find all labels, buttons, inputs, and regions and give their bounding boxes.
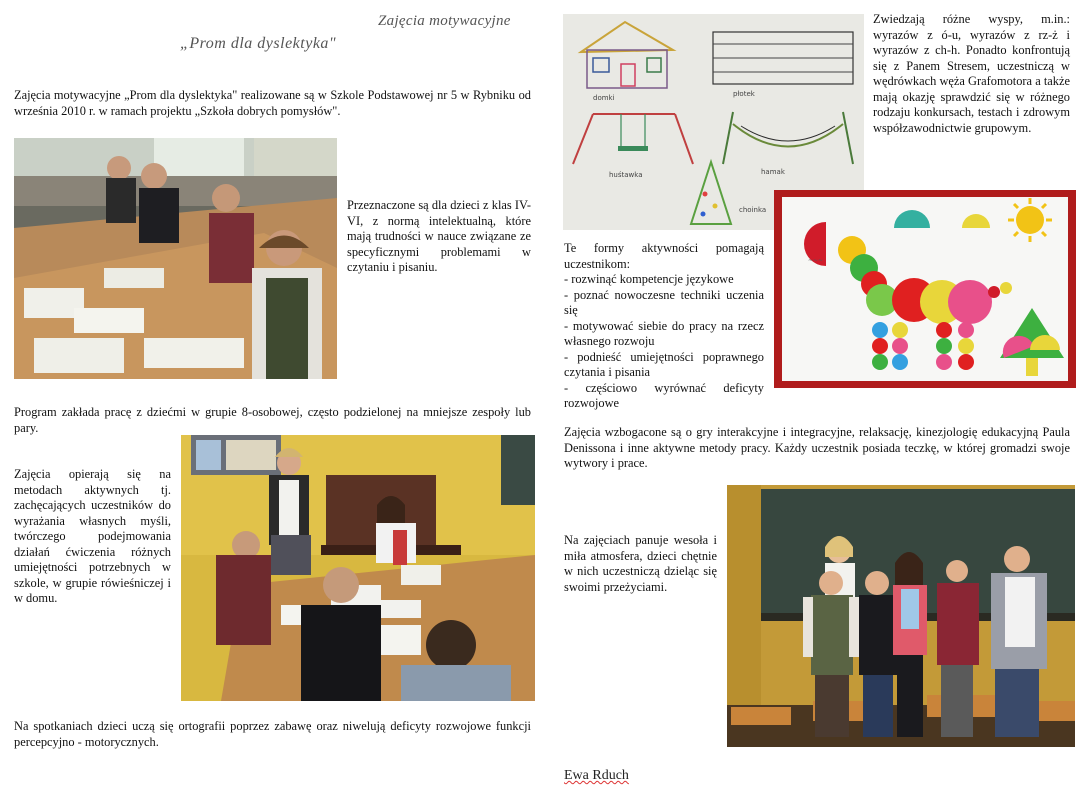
classroom-photo-2 [181,435,535,701]
signature-text: Ewa Rduch [564,768,629,783]
atmosphere-paragraph: Na zajęciach panuje wesoła i miła atmosfera, dzieci chętnie w nich uczestniczą dzieląc się swoimi przeżyciami. [564,533,717,594]
methods-paragraph: Zajęcia opierają się na metodach aktywnych tj. zachęcających uczestników do wyrażania własnych myśli, twórczego podejmowania działań ćwiczenia różnych umiejętności potrzebnych w szkole, w grupie rówieśniczej i w domu. [14,467,171,605]
benefit-item: - podnieść umiejętności poprawnego czytania i pisania [564,349,764,379]
benefits-intro: Te formy aktywności pomagają uczestnikom: [564,241,764,271]
drawing-label-swing: huśtawka [609,171,643,179]
drawing-label-fence: płotek [733,90,755,98]
intro-paragraph: Zajęcia motywacyjne „Prom dla dyslektyka" realizowane są w Szkole Podstawowej nr 5 w Rybniku od września 2010 r. w ramach projektu „Szkoła dobrych pomysłów". [14,88,531,118]
enriched-paragraph: Zajęcia wzbogacone są o gry interakcyjne i integracyjne, relaksację, kinezjologię edukacyjną Paula Denissona i inne aktywne metody pracy. Każdy uczestnik posiada teczkę, w której gromadzi swoje wytwory i prace. [564,425,1070,470]
benefits-list [564,272,764,412]
group-photo [727,485,1075,747]
page-title: Zajęcia motywacyjne [378,13,511,29]
islands-paragraph: Zwiedzają różne wyspy, m.in.: wyrazów z ó-u, wyrazów z rz-ż i wyrazów z ch-h. Ponadto konfrontują się z Panem Stresem, uczestniczą w wędrówkach węża Grafomotora a także mają okazję sprawdzić się w różnego rodzaju konkursach, testach i zdrowym współzawodnictwie grupowym. [873,12,1070,135]
benefit-item: - poznać nowoczesne techniki uczenia się [564,287,764,317]
target-group-paragraph: Przeznaczone są dla dzieci z klas IV-VI, z normą intelektualną, które mają trudności w nauce związane ze specyficznymi problemami w czytaniu i pisaniu. [347,198,531,274]
author-signature [564,768,629,784]
classroom-photo-1 [14,138,337,379]
drawing-label-tree: choinka [739,206,767,214]
benefit-item: - motywować siebie do pracy na rzecz własnego rozwoju [564,318,764,348]
benefits-section [564,241,764,412]
meetings-paragraph: Na spotkaniach dzieci uczą się ortografii poprzez zabawę oraz niwelują deficyty rozwojowe funkcji percepcyjno - motorycznych. [14,719,531,749]
page-subtitle: „Prom dla dyslektyka" [180,35,337,52]
drawing-label-hammock: hamak [761,168,785,176]
circles-artwork-photo [774,190,1076,388]
benefit-item: - częściowo wyrównać deficyty rozwojowe [564,380,764,410]
drawing-label-house: domki [593,94,615,102]
svg-text:~~~: ~~~ [808,257,824,264]
program-paragraph: Program zakłada pracę z dziećmi w grupie 8-osobowej, często podzielonej na mniejsze zespoły lub pary. [14,405,531,435]
benefit-item: - rozwinąć kompetencje językowe [564,272,734,286]
